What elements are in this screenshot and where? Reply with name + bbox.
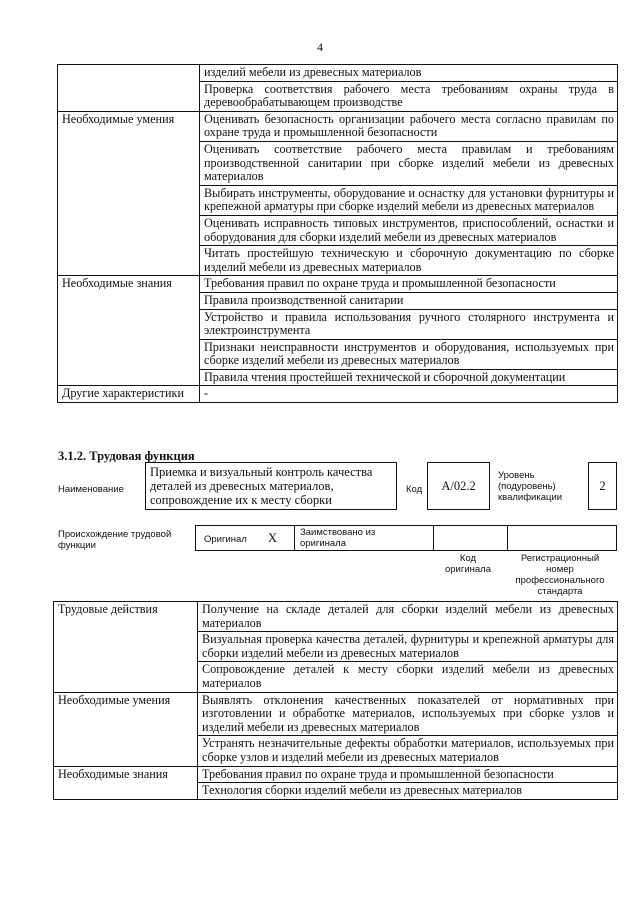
table-row (54, 766, 618, 783)
row-item: Признаки неисправности инструментов и оборудования, используемых при сборке изделий мебели из древесных материалов (200, 339, 618, 369)
row-item: - (200, 386, 618, 403)
table-row (58, 386, 618, 403)
row-item: изделий мебели из древесных материалов (200, 65, 618, 82)
row-item: Технология сборки изделий мебели из древесных материалов (198, 783, 618, 800)
function-name-box (145, 462, 397, 510)
row-item: Читать простейшую техническую и сборочную документацию по сборке изделий мебели из древесных материалов (200, 246, 618, 276)
table-row (54, 602, 618, 632)
row-item: Оценивать безопасность организации рабочего места согласно правилам по охране труда и промышленной безопасности (200, 111, 618, 141)
function-name: Приемка и визуальный контроль качества деталей из древесных материалов, сопровождение их к месту сборки (150, 465, 373, 507)
row-item: Устройство и правила использования ручного столярного инструмента и электроинструмента (200, 309, 618, 339)
level-box (588, 462, 617, 510)
row-item: Выявлять отклонения качественных показателей от нормативных при изготовлении и обработке материалов, используемых при сборке узлов и изделий мебели из древесных материалов (198, 692, 618, 736)
table-row (58, 276, 618, 293)
row-label: Трудовые действия (54, 602, 198, 693)
row-item: Визуальная проверка качества деталей, фурнитуры и крепежной арматуры для сборки изделий мебели из древесных материалов (198, 632, 618, 662)
requirements-table-2 (53, 601, 618, 800)
row-label: Необходимые знания (58, 276, 200, 386)
original-mark: X (268, 531, 278, 545)
level-label: Уровень (подуровень) квалификации (498, 470, 563, 503)
row-label: Необходимые умения (58, 111, 200, 276)
row-label: Другие характеристики (58, 386, 200, 403)
level-value: 2 (599, 479, 606, 493)
code-label: Код (406, 484, 423, 495)
reg-number-caption: Регистрационный номер профессионального стандарта (515, 553, 605, 597)
row-item: Выбирать инструменты, оборудование и оснастку для установки фурнитуры и крепежной арматуры при сборке изделий мебели из древесных материалов (200, 185, 618, 215)
requirements-table-1 (57, 64, 618, 403)
code-original-caption: Код оригинала (444, 553, 491, 575)
code-value: А/02.2 (441, 479, 476, 493)
table-row (54, 692, 618, 736)
origin-divider-1 (294, 526, 295, 550)
row-item: Требования правил по охране труда и промышленной безопасности (200, 276, 618, 293)
row-item: Правила производственной санитарии (200, 292, 618, 309)
row-item: Правила чтения простейшей технической и сборочной документации (200, 369, 618, 386)
row-item: Получение на складе деталей для сборки изделий мебели из древесных материалов (198, 602, 618, 632)
origin-divider-3 (507, 526, 508, 550)
origin-label: Происхождение трудовой функции (58, 529, 172, 551)
row-item: Требования правил по охране труда и промышленной безопасности (198, 766, 618, 783)
row-item: Проверка соответствия рабочего места требованиям охраны труда в деревообрабатывающем производстве (200, 81, 618, 111)
section-title: 3.1.2. Трудовая функция (58, 449, 195, 463)
origin-row (195, 525, 617, 551)
borrowed-label: Заимствовано из оригинала (300, 527, 376, 549)
row-label: Необходимые умения (54, 692, 198, 766)
row-label: Необходимые знания (54, 766, 198, 799)
row-item: Оценивать соответствие рабочего места правилам и требованиям производственной санитарии при сборке изделий мебели из древесных материалов (200, 141, 618, 185)
table-row (58, 65, 618, 82)
table-row (58, 111, 618, 141)
name-label: Наименование (58, 484, 124, 495)
original-label: Оригинал (204, 534, 247, 545)
origin-divider-2 (433, 526, 434, 550)
row-item: Сопровождение деталей к месту сборки изделий мебели из древесных материалов (198, 662, 618, 692)
page-number: 4 (317, 40, 323, 54)
row-item: Оценивать исправность типовых инструментов, приспособлений, оснастки и оборудования для сборки изделий мебели из древесных материалов (200, 215, 618, 245)
row-item: Устранять незначительные дефекты обработки материалов, используемых при сборке узлов и изделий мебели из древесных материалов (198, 736, 618, 766)
code-box (427, 462, 490, 510)
row-label (58, 65, 200, 112)
